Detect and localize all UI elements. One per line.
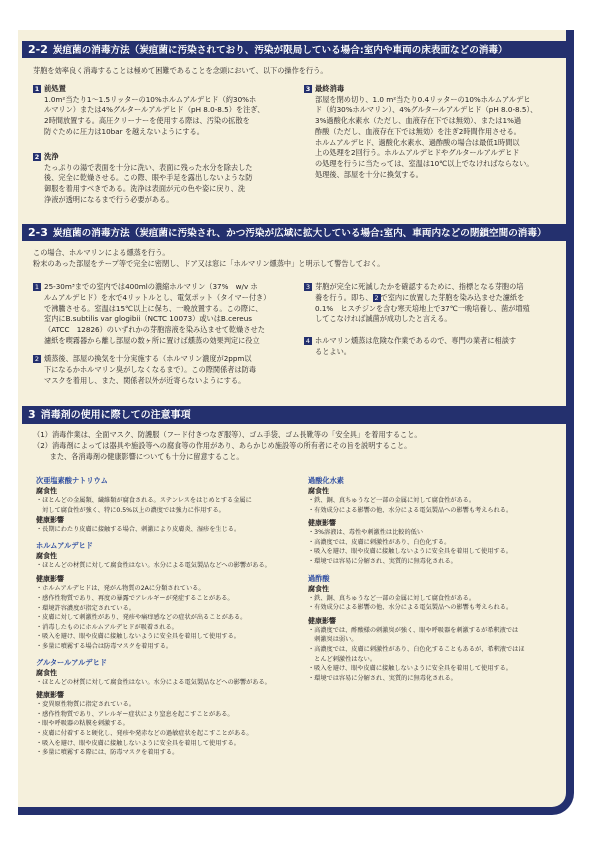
section-title: 炭疽菌の消毒方法（炭疽菌に汚染され、かつ汚染が広域に拡大している場合:室内、車両内などの閉鎖空間の消毒） <box>52 228 547 239</box>
subheading: 腐食性 <box>36 551 57 560</box>
item-4-block <box>304 336 567 358</box>
bullet-item: ・環境許容濃度が指定されている。 <box>36 604 135 612</box>
bullet-item: 対して腐食性が強く、特に0.5%以上の濃度では強力に作用する。 <box>36 506 225 514</box>
section-2-2-intro: 芽胞を効率良く消毒することは極めて困難であることを念頭において、以下の操作を行う。 <box>33 66 328 75</box>
text-line: 下になるかホルマリン臭がしなくなるまで）。この際関係者は防毒 <box>44 364 257 374</box>
section-3-header <box>22 406 567 424</box>
subheading: 健康影響 <box>308 519 336 528</box>
subheading: 腐食性 <box>308 487 329 495</box>
item-3-block <box>304 282 567 325</box>
bullet-item: ・皮膚に付着すると硬化し、発疹や発赤などの過敏症状を起こすことがある。 <box>36 729 253 737</box>
bullet-item: ・感作性物質であり、再度の暴露でアレルギーが発症することがある。 <box>36 594 234 602</box>
text-line: 酢酸（ただし、血液存在下では無効）を注ぎ2時間作用させる。 <box>315 126 521 136</box>
section-2-3-intro <box>33 248 563 270</box>
text-line: の処理を行うに当たっては、室温は10℃以上でなければならない。 <box>315 159 534 169</box>
disinfectant-block <box>36 540 306 652</box>
subheading: 健康影響 <box>36 575 64 584</box>
bullet-item: ・眼や呼吸器の粘膜を刺激する。 <box>36 720 129 728</box>
bullet-item: ・環境では容易に分解され、実質的に無毒化される。 <box>308 557 457 565</box>
subheading: 健康影響 <box>36 691 64 700</box>
bullet-item: ・有効成分による影響の他、水分による電気製品への影響も考えられる。 <box>308 604 513 612</box>
item-badge: 4 <box>305 337 311 345</box>
text-line: 処理後、部屋を十分に換気する。 <box>315 170 423 180</box>
bullet-item: ・有効成分による影響の他、水分による電気製品への影響も考えられる。 <box>308 506 513 514</box>
text-line: 上の処理を2回行う。ホルムアルデヒドやグルタールアルデヒド <box>315 148 520 158</box>
section-2-3-header <box>22 224 567 241</box>
disinfectant-block <box>308 573 566 684</box>
subheading: 腐食性 <box>308 584 329 593</box>
bullet-item: ・鉄、銅、真ちゅうなど一部の金属に対して腐食性がある。 <box>308 497 476 504</box>
text-line: 養を行う。即ち、 <box>315 292 373 302</box>
text-line: してこなければ滅菌が成功したと言える。 <box>315 314 452 324</box>
bullet-item: ・多量に噴霧する場合は防毒マスクを着用する。 <box>36 642 173 650</box>
item-2-block <box>33 354 296 386</box>
disinfectant-name: 過酢酸 <box>308 573 330 583</box>
bullet-item: ・ほとんどの金属類、繊維類が腐食される。ステンレスをはじめとする金属に <box>36 497 252 504</box>
subheading: 健康影響 <box>308 616 336 625</box>
disinfectant-block <box>36 475 306 535</box>
subheading: 腐食性 <box>36 668 57 677</box>
bullet-item: ・消毒したものにホルムアルデヒドが吸着される。 <box>36 623 178 631</box>
bullet-item: ・吸入を避け、眼や皮膚に接触しないように安全具を着用して使用する。 <box>36 739 240 747</box>
text-line: 0.1% ヒスチジンを含む寒天培地上で37℃一晩培養し、菌が増殖 <box>315 303 530 313</box>
text-line: 1.0m²当たり1～1.5リッターの10%ホルムアルデヒド（約30%ホ <box>44 94 257 104</box>
text-line: ルムアルデヒド）を水で4リットルとし、電気ポット（タイマー付き） <box>44 292 271 302</box>
step-1-block <box>33 84 295 138</box>
bullet-item: ・環境では容易に分解され、実質的に無毒化される。 <box>308 674 457 682</box>
bullet-item: ・3%溶液は、毒性や刺激性は比較的低い <box>308 529 424 537</box>
bullet-item: ・吸入を避け、眼や皮膚に接触しないように安全具を着用して使用する。 <box>308 548 512 556</box>
section-title: 消毒剤の使用に際しての注意事項 <box>40 410 191 421</box>
bullet-item: ・長期にわたり皮膚に接触する場合、刺激により皮膚炎、湿疹を生じる。 <box>36 526 241 534</box>
bullet-item: ・変異原性物質に指定されている。 <box>36 701 135 709</box>
step-3-block <box>304 84 566 181</box>
text-line: マスクを着用し、また、関係者以外が近寄らないようにする。 <box>44 375 246 385</box>
subheading: 腐食性 <box>36 487 57 495</box>
disinfectant-column-right <box>308 475 566 683</box>
bullet-item: ・高濃度では、皮膚に刺激性があり、白色化する。 <box>308 538 451 546</box>
step-title: 洗浄 <box>44 152 59 161</box>
section-number: 2-3 <box>28 226 48 239</box>
text-line: 3%過酸化水素水（ただし、血液存在下では無効）、または1%過 <box>315 116 522 126</box>
section-2-2-header <box>22 41 567 58</box>
bullet-item: ・ホルムアルデヒドは、発がん物質の2Aに分類されている。 <box>36 585 205 593</box>
text-line: で室内に放置した芽胞を染み込ませた濾紙を <box>380 292 525 302</box>
bullet-item: ・ほとんどの材質に対して腐食性はない。水分による電気製品などへの影響がある。 <box>36 561 271 569</box>
bullet-item: ・皮膚に対して刺激性があり、発疹や痛痒感などの症状が出ることがある。 <box>36 614 247 622</box>
subheading: 健康影響 <box>36 516 64 525</box>
bullet-item: ・高濃度では、皮膚に刺激性があり、白色化することもあるが、希釈液ではほ <box>308 645 525 653</box>
text-line: 浄液が透明になるまで行う必要がある。 <box>44 194 174 204</box>
text-line: たっぷりの湯で表面を十分に洗い、表面に残った水分を除去した <box>44 162 253 172</box>
bullet-item: ・高濃度では、酢酸様の刺激臭が強く、眼や呼吸器を刺激するが希釈液では <box>308 626 519 634</box>
text-line: ホルムアルデヒド、過酸化水素水、過酢酸の場合は最低1時間以 <box>315 137 520 147</box>
text-line: 防ぐために圧力は10bar を越えないようにする。 <box>44 126 204 136</box>
bullet-item: ・多量に噴霧する際には、防毒マスクを着用する。 <box>36 749 179 757</box>
text-line: 御服を着用すべきである。洗浄は表面が元の色や姿に戻り、洗 <box>44 184 246 194</box>
section-title: 炭疽菌の消毒方法（炭疽菌に汚染されており、汚染が限局している場合:室内や車両の床表面などの消毒） <box>52 45 508 56</box>
text-line: この場合、ホルマリンによる燻蒸を行う。 <box>33 248 170 257</box>
item-1-block <box>33 282 296 347</box>
text-line: で沸騰させる。室温は15℃以上に保ち、一晩放置する。この際に、 <box>44 303 263 313</box>
text-line: ホルマリン燻蒸は危険な作業であるので、専門の業者に相談す <box>315 336 517 345</box>
caution-note: （2）消毒剤によっては器具や施設等への腐食等の作用があり、あらかじめ施設等の所有者にその旨を説明すること。 <box>33 441 412 450</box>
text-line: ルマリン）または4%グルタールアルデヒド（pH 8.0-8.5）を注ぎ、 <box>44 105 265 115</box>
step-title: 前処置 <box>44 84 66 93</box>
step-badge: 2 <box>34 153 40 161</box>
text-line: 濾紙を喫霧器から離し部屋の数ヶ所に置けば燻蒸の効果判定に役立 <box>44 335 260 345</box>
bullet-item: ・吸入を避け、眼や皮膚に接触しないように安全具を着用して使用する。 <box>36 633 240 641</box>
item-badge: 2 <box>34 355 40 363</box>
inline-badge: 2 <box>374 293 379 302</box>
bullet-item: ・吸入を避け、眼や皮膚に接触しないように安全具を着用して使用する。 <box>308 665 512 673</box>
disinfectant-name: 過酸化水素 <box>308 476 344 485</box>
bullet-item: 刺激臭は弱い。 <box>308 636 358 644</box>
disinfectant-block <box>308 475 566 567</box>
disinfectant-name: グルタールアルデヒド <box>36 657 107 667</box>
bullet-item: ・鉄、銅、真ちゅうなど一部の金属に対して腐食性がある。 <box>308 594 476 602</box>
text-line: 芽胞が完全に死滅したかを確認するために、指標となる芽胞の培 <box>315 282 524 291</box>
text-line: 2時間放置する。高圧クリーナーを使用する際は、汚染の拡散を <box>44 116 250 126</box>
text-line: 後、完全に乾燥させる。この際、眼や手足を露出しないような防 <box>44 173 253 183</box>
item-badge: 3 <box>305 283 311 291</box>
text-line: 燻蒸後、部屋の換気を十分実施する（ホルマリン濃度が2ppm以 <box>44 354 252 363</box>
item-badge: 1 <box>34 283 40 291</box>
disinfectant-name: ホルムアルデヒド <box>36 540 93 550</box>
caution-note: （1）消毒作業は、全面マスク、防護服（フード付きつなぎ服等）、ゴム手袋、ゴム長靴等の「安全具」を着用すること。 <box>33 430 422 439</box>
disinfectant-block <box>36 657 306 758</box>
text-line: 25-30m³までの室内では400mlの濃縮ホルマリン（37% w/v ホ <box>44 282 258 291</box>
disinfectant-name: 次亜塩素酸ナトリウム <box>36 476 108 485</box>
step-badge: 3 <box>305 85 311 93</box>
step-2-block <box>33 152 295 206</box>
caution-note: また、各消毒剤の健康影響についても十分に留意すること。 <box>33 452 244 461</box>
bullet-item: ・ほとんどの材質に対して腐食性はない。水分による電気製品などへの影響がある。 <box>36 678 271 686</box>
text-line: （ATCC 12826）のいずれかの芽胞溶液を染み込ませて乾燥させた <box>44 325 265 335</box>
text-line: 粉末のあった部屋をテープ等で完全に密閉し、ドア又は窓に「ホルマリン燻蒸中」と明示して警告しておく。 <box>33 258 385 268</box>
section-number: 3 <box>28 408 36 421</box>
bullet-item: ・感作性物質であり、アレルギー症状により窒息を起こすことがある。 <box>36 710 234 718</box>
text-line: 部屋を閉め切り、1.0 m²当たり0.4リッターの10%ホルムアルデヒ <box>315 94 531 104</box>
text-line: ド（約30%ホルマリン）、4%グルタールアルデヒド（pH 8.0-8.5）、 <box>315 105 538 115</box>
disinfectant-column-left <box>36 475 306 758</box>
step-title: 最終消毒 <box>315 84 345 93</box>
text-line: 室内にB.subtilis var glogibii（NCTC 10073）或いはB.cereus <box>44 314 253 324</box>
step-badge: 1 <box>34 85 40 93</box>
text-line: るとよい。 <box>315 346 351 356</box>
section-number: 2-2 <box>28 43 48 56</box>
bullet-item: とんど刺激性はない。 <box>308 655 377 663</box>
